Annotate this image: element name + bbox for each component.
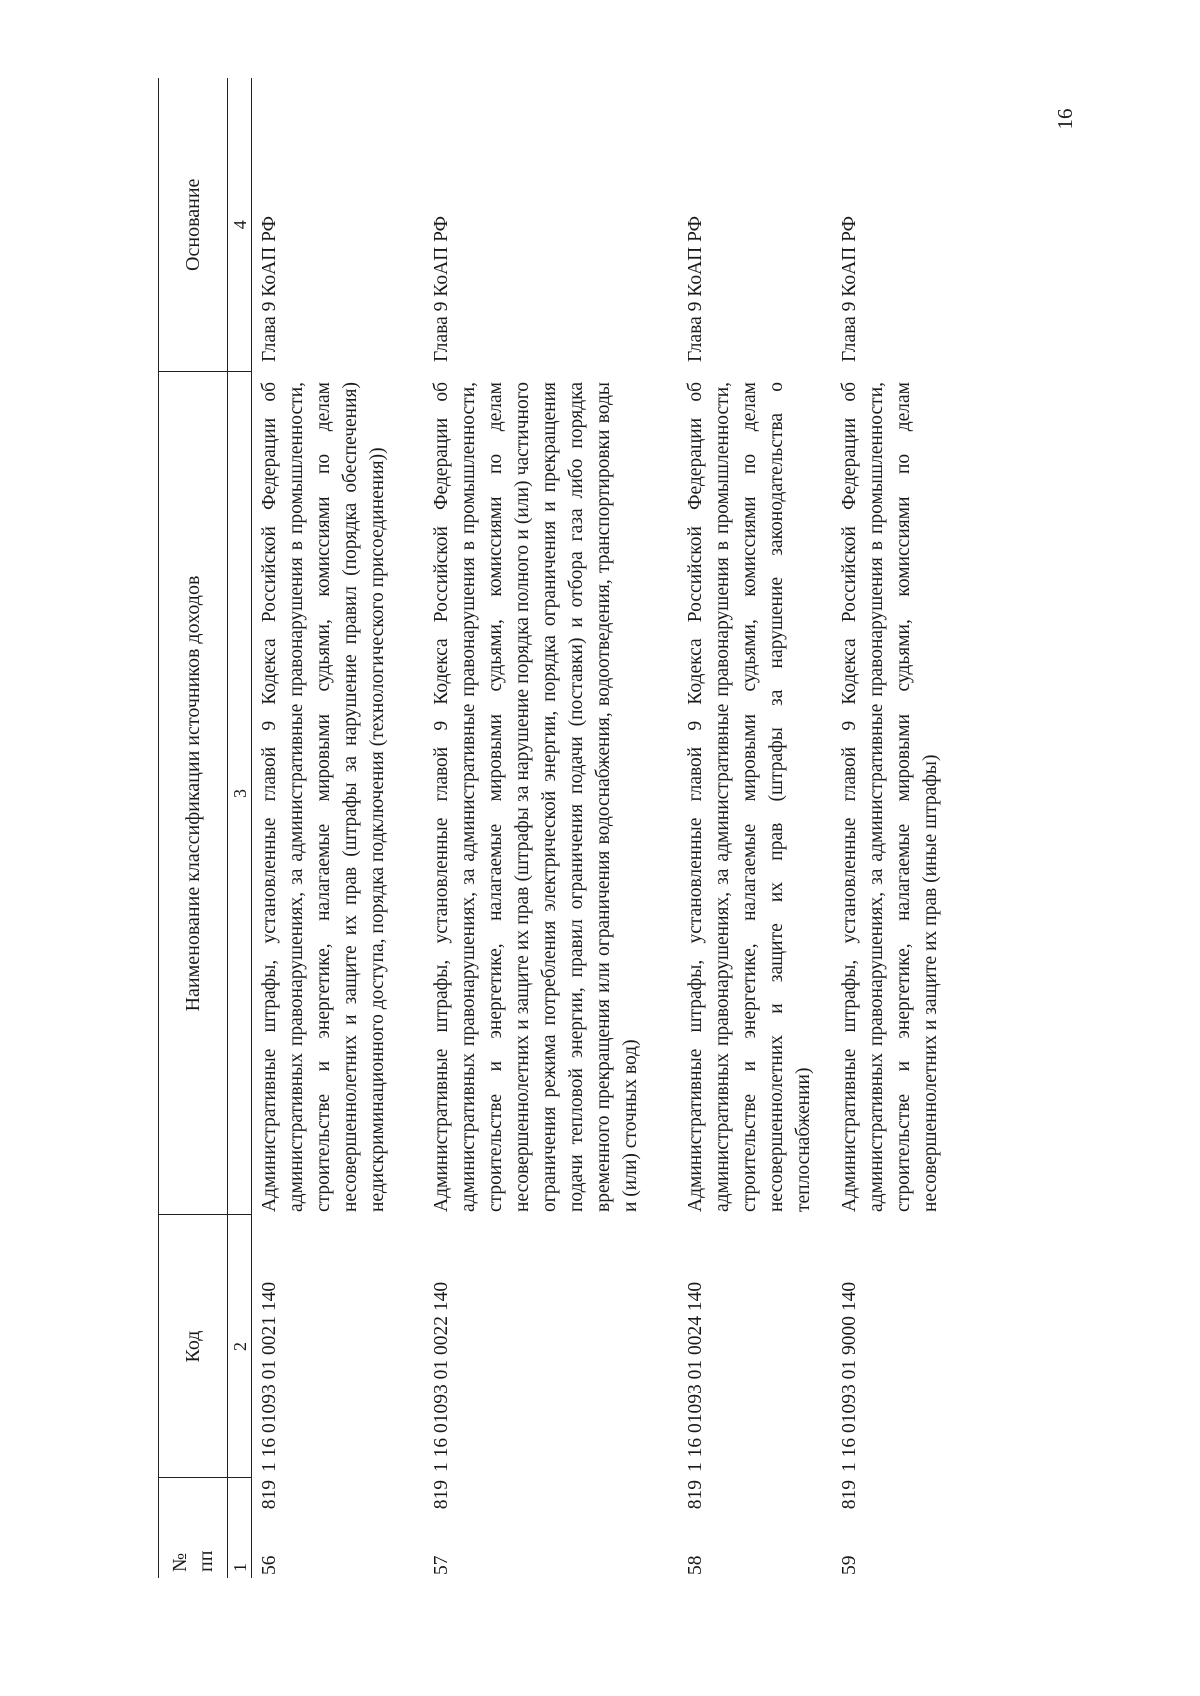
row-code: 1 16 01093 01 0022 140 [431, 1281, 452, 1472]
row-code: 1 16 01093 01 0024 140 [685, 1281, 706, 1472]
row-name: Административные штрафы, установленные главой 9 Кодекса Российской Федерации об административных правонарушениях, за административные правонарушения в промышленности, строительстве и энергетике, налагаемые мировыми судьями, комиссиями по делам несовершеннолетних и защите их прав (штрафы за нарушение законодательства о теплоснабжении) [685, 382, 814, 1212]
column-numbers-row [228, 78, 252, 1578]
header-basis: Основание [159, 78, 228, 372]
row-basis: Глава 9 КоАП РФ [685, 215, 706, 362]
row-basis: Глава 9 КоАП РФ [259, 215, 280, 362]
row-number-cell [252, 1478, 424, 1578]
header-name: Наименование классификации источников доходов [159, 372, 228, 1215]
row-basis: Глава 9 КоАП РФ [839, 215, 860, 362]
row-name: Административные штрафы, установленные главой 9 Кодекса Российской Федерации об административных правонарушениях, за административные правонарушения в промышленности, строительстве и энергетике, налагаемые мировыми судьями, комиссиями по делам несовершеннолетних и защите их прав (иные штрафы) [839, 382, 941, 1212]
row-admin-code: 819 [259, 1480, 280, 1510]
rotated-landscape-page [158, 78, 978, 1578]
row-name: Административные штрафы, установленные главой 9 Кодекса Российской Федерации об административных правонарушениях, за административные правонарушения в промышленности, строительстве и энергетике, налагаемые мировыми судьями, комиссиями по делам несовершеннолетних и защите их прав (штрафы за нарушение порядка полного и (или) частичного ограничения режима потребления электрической энергии, порядка ограничения и прекращения подачи тепловой энергии, правил ограничения подачи (поставки) и отбора газа либо порядка временного прекращения или ограничения водоснабжения, водоотведения, транспортировки воды и (или) сточных вод) [431, 382, 641, 1212]
table-row [424, 78, 678, 1578]
column-number: 4 [228, 78, 252, 372]
revenue-classification-table [158, 78, 1004, 1578]
row-npp: 56 [259, 1555, 280, 1575]
row-number-cell [424, 1478, 678, 1578]
row-admin-code: 819 [685, 1480, 706, 1510]
row-code: 1 16 01093 01 0021 140 [259, 1281, 280, 1472]
row-npp: 58 [685, 1555, 706, 1575]
row-npp: 59 [839, 1555, 860, 1575]
column-number: 2 [228, 1215, 252, 1478]
row-number-cell [678, 1478, 832, 1578]
column-number: 3 [228, 372, 252, 1215]
table-row [252, 78, 425, 1578]
row-admin-code: 819 [839, 1480, 860, 1510]
column-number: 1 [228, 1478, 252, 1578]
table-row [832, 78, 1004, 1578]
header-npp: № пп [159, 1478, 228, 1578]
row-code: 1 16 01093 01 9000 140 [839, 1281, 860, 1472]
row-npp: 57 [431, 1555, 452, 1575]
table-row [678, 78, 832, 1578]
row-admin-code: 819 [431, 1480, 452, 1510]
row-number-cell [832, 1478, 1004, 1578]
page-number: 16 [1053, 108, 1077, 130]
row-basis: Глава 9 КоАП РФ [431, 215, 452, 362]
row-name: Административные штрафы, установленные главой 9 Кодекса Российской Федерации об административных правонарушениях, за административные правонарушения в промышленности, строительстве и энергетике, налагаемые мировыми судьями, комиссиями по делам несовершеннолетних и защите их прав (штрафы за нарушение правил (порядка обеспечения) недискриминационного доступа, порядка подключения (технологического присоединения)) [259, 382, 388, 1212]
header-code: Код [159, 1215, 228, 1478]
table-header-row [159, 78, 228, 1578]
